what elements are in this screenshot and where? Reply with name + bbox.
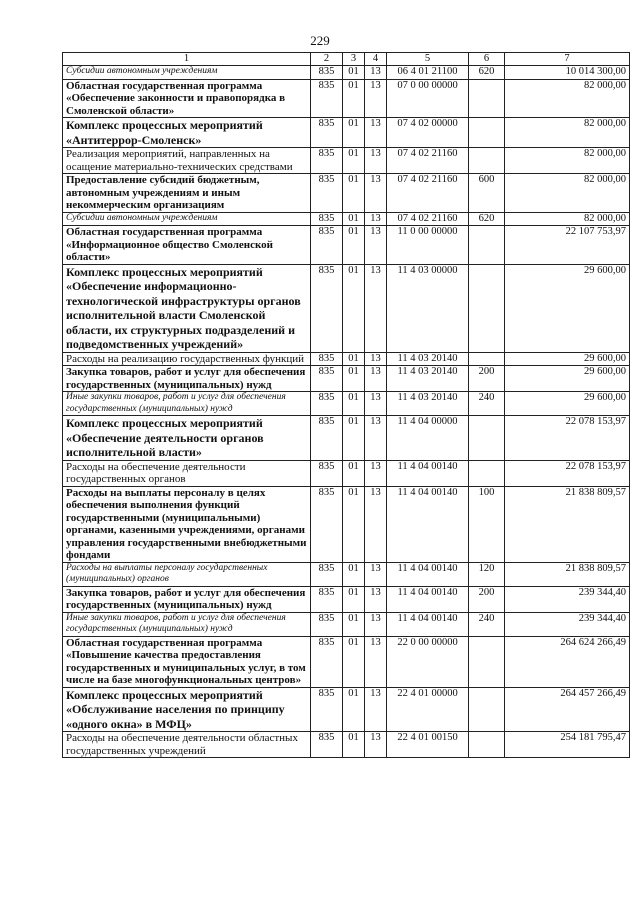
row-subsection-code: 13 xyxy=(365,366,387,392)
row-ministry-code: 835 xyxy=(311,366,343,392)
row-description: Иные закупки товаров, работ и услуг для обеспечения государственных (муниципальных) нужд xyxy=(63,392,311,416)
row-target-article: 06 4 01 21100 xyxy=(387,66,469,80)
row-target-article: 11 4 04 00140 xyxy=(387,460,469,486)
row-ministry-code: 835 xyxy=(311,687,343,732)
table-row xyxy=(63,460,630,486)
row-expense-type xyxy=(469,352,505,366)
row-section-code: 01 xyxy=(343,687,365,732)
row-section-code: 01 xyxy=(343,264,365,352)
row-subsection-code: 13 xyxy=(365,460,387,486)
row-section-code: 01 xyxy=(343,174,365,213)
table-row xyxy=(63,687,630,732)
budget-table xyxy=(62,52,630,758)
table-row xyxy=(63,562,630,586)
row-description: Реализация мероприятий, направленных на осащение материально-технических средствами xyxy=(63,148,311,174)
header-cell: 6 xyxy=(469,53,505,66)
row-target-article: 11 4 03 20140 xyxy=(387,392,469,416)
row-subsection-code: 13 xyxy=(365,612,387,636)
row-section-code: 01 xyxy=(343,66,365,80)
header-cell: 4 xyxy=(365,53,387,66)
row-description: Расходы на реализацию государственных функций xyxy=(63,352,311,366)
row-description: Расходы на выплаты персоналу в целях обеспечения выполнения функций государственными (муниципальными) органами, казенными учреждениями, органами управления государственными внебюджетными фондами xyxy=(63,486,311,562)
row-expense-type: 240 xyxy=(469,612,505,636)
header-cell: 7 xyxy=(505,53,630,66)
table-row xyxy=(63,66,630,80)
row-subsection-code: 13 xyxy=(365,212,387,226)
row-section-code: 01 xyxy=(343,636,365,687)
row-target-article: 11 4 04 00140 xyxy=(387,486,469,562)
row-description: Закупка товаров, работ и услуг для обеспечения государственных (муниципальных) нужд xyxy=(63,586,311,612)
table-row xyxy=(63,226,630,265)
row-target-article: 22 4 01 00000 xyxy=(387,687,469,732)
row-ministry-code: 835 xyxy=(311,586,343,612)
row-description: Расходы на обеспечение деятельности областных государственных учреждений xyxy=(63,732,311,758)
row-amount: 29 600,00 xyxy=(505,264,630,352)
row-section-code: 01 xyxy=(343,486,365,562)
row-expense-type xyxy=(469,79,505,118)
row-expense-type xyxy=(469,687,505,732)
row-section-code: 01 xyxy=(343,460,365,486)
header-cell: 5 xyxy=(387,53,469,66)
row-description: Субсидии автономным учреждениям xyxy=(63,212,311,226)
row-subsection-code: 13 xyxy=(365,687,387,732)
row-amount: 21 838 809,57 xyxy=(505,486,630,562)
row-expense-type xyxy=(469,732,505,758)
row-expense-type: 200 xyxy=(469,586,505,612)
table-row xyxy=(63,79,630,118)
row-ministry-code: 835 xyxy=(311,66,343,80)
row-section-code: 01 xyxy=(343,226,365,265)
row-target-article: 11 4 04 00140 xyxy=(387,562,469,586)
row-description: Иные закупки товаров, работ и услуг для обеспечения государственных (муниципальных) нужд xyxy=(63,612,311,636)
row-subsection-code: 13 xyxy=(365,226,387,265)
budget-table-body xyxy=(63,53,630,758)
row-description: Комплекс процессных мероприятий «Обеспечение деятельности органов исполнительной власти» xyxy=(63,416,311,461)
row-amount: 21 838 809,57 xyxy=(505,562,630,586)
row-target-article: 11 4 03 20140 xyxy=(387,352,469,366)
row-expense-type: 620 xyxy=(469,66,505,80)
row-ministry-code: 835 xyxy=(311,416,343,461)
row-ministry-code: 835 xyxy=(311,732,343,758)
table-row xyxy=(63,212,630,226)
row-target-article: 07 4 02 00000 xyxy=(387,118,469,148)
row-expense-type xyxy=(469,460,505,486)
row-target-article: 22 4 01 00150 xyxy=(387,732,469,758)
row-ministry-code: 835 xyxy=(311,460,343,486)
row-expense-type xyxy=(469,636,505,687)
table-row xyxy=(63,636,630,687)
row-target-article: 07 4 02 21160 xyxy=(387,174,469,213)
row-target-article: 11 4 04 00140 xyxy=(387,586,469,612)
row-section-code: 01 xyxy=(343,148,365,174)
table-row xyxy=(63,612,630,636)
table-row xyxy=(63,392,630,416)
row-ministry-code: 835 xyxy=(311,392,343,416)
row-expense-type: 240 xyxy=(469,392,505,416)
row-section-code: 01 xyxy=(343,352,365,366)
row-amount: 10 014 300,00 xyxy=(505,66,630,80)
row-target-article: 11 4 04 00140 xyxy=(387,612,469,636)
row-target-article: 11 4 04 00000 xyxy=(387,416,469,461)
row-subsection-code: 13 xyxy=(365,352,387,366)
row-description: Расходы на обеспечение деятельности государственных органов xyxy=(63,460,311,486)
row-ministry-code: 835 xyxy=(311,174,343,213)
row-ministry-code: 835 xyxy=(311,562,343,586)
row-amount: 82 000,00 xyxy=(505,174,630,213)
row-description: Предоставление субсидий бюджетным, автономным учреждениям и иным некоммерческим организациям xyxy=(63,174,311,213)
row-section-code: 01 xyxy=(343,562,365,586)
row-amount: 264 457 266,49 xyxy=(505,687,630,732)
row-ministry-code: 835 xyxy=(311,352,343,366)
row-target-article: 07 4 02 21160 xyxy=(387,212,469,226)
row-ministry-code: 835 xyxy=(311,118,343,148)
row-description: Субсидии автономным учреждениям xyxy=(63,66,311,80)
row-ministry-code: 835 xyxy=(311,486,343,562)
row-subsection-code: 13 xyxy=(365,79,387,118)
row-subsection-code: 13 xyxy=(365,416,387,461)
row-subsection-code: 13 xyxy=(365,486,387,562)
row-amount: 82 000,00 xyxy=(505,148,630,174)
row-subsection-code: 13 xyxy=(365,636,387,687)
header-cell: 3 xyxy=(343,53,365,66)
row-amount: 22 107 753,97 xyxy=(505,226,630,265)
row-subsection-code: 13 xyxy=(365,586,387,612)
row-expense-type xyxy=(469,118,505,148)
row-amount: 29 600,00 xyxy=(505,352,630,366)
row-subsection-code: 13 xyxy=(365,392,387,416)
row-subsection-code: 13 xyxy=(365,174,387,213)
row-description: Комплекс процессных мероприятий «Обслуживание населения по принципу «одного окна» в МФЦ» xyxy=(63,687,311,732)
row-ministry-code: 835 xyxy=(311,264,343,352)
row-description: Областная государственная программа «Информационное общество Смоленской области» xyxy=(63,226,311,265)
row-target-article: 11 0 00 00000 xyxy=(387,226,469,265)
row-description: Комплекс процессных мероприятий «Обеспечение информационно-технологической инфраструктуры органов исполнительной власти Смоленской области, их структурных подразделений и подведомственных учреждений» xyxy=(63,264,311,352)
row-ministry-code: 835 xyxy=(311,636,343,687)
table-row xyxy=(63,118,630,148)
row-expense-type: 100 xyxy=(469,486,505,562)
row-subsection-code: 13 xyxy=(365,66,387,80)
row-subsection-code: 13 xyxy=(365,264,387,352)
row-section-code: 01 xyxy=(343,366,365,392)
table-row xyxy=(63,352,630,366)
row-amount: 22 078 153,97 xyxy=(505,460,630,486)
row-amount: 239 344,40 xyxy=(505,586,630,612)
row-target-article: 07 0 00 00000 xyxy=(387,79,469,118)
row-expense-type: 620 xyxy=(469,212,505,226)
row-section-code: 01 xyxy=(343,212,365,226)
row-description: Областная государственная программа «Обеспечение законности и правопорядка в Смоленской области» xyxy=(63,79,311,118)
table-row xyxy=(63,732,630,758)
row-amount: 29 600,00 xyxy=(505,392,630,416)
row-ministry-code: 835 xyxy=(311,79,343,118)
row-amount: 254 181 795,47 xyxy=(505,732,630,758)
row-expense-type xyxy=(469,416,505,461)
row-amount: 82 000,00 xyxy=(505,118,630,148)
row-amount: 239 344,40 xyxy=(505,612,630,636)
table-row xyxy=(63,486,630,562)
row-section-code: 01 xyxy=(343,392,365,416)
table-row xyxy=(63,174,630,213)
row-ministry-code: 835 xyxy=(311,212,343,226)
table-row xyxy=(63,148,630,174)
row-expense-type: 200 xyxy=(469,366,505,392)
row-target-article: 11 4 03 00000 xyxy=(387,264,469,352)
row-ministry-code: 835 xyxy=(311,226,343,265)
row-amount: 264 624 266,49 xyxy=(505,636,630,687)
page-number: 229 xyxy=(310,33,330,48)
row-section-code: 01 xyxy=(343,586,365,612)
table-row xyxy=(63,264,630,352)
row-subsection-code: 13 xyxy=(365,148,387,174)
table-row xyxy=(63,366,630,392)
row-section-code: 01 xyxy=(343,416,365,461)
row-section-code: 01 xyxy=(343,118,365,148)
row-subsection-code: 13 xyxy=(365,732,387,758)
header-cell: 1 xyxy=(63,53,311,66)
row-amount: 82 000,00 xyxy=(505,79,630,118)
row-subsection-code: 13 xyxy=(365,118,387,148)
row-section-code: 01 xyxy=(343,612,365,636)
row-description: Расходы на выплаты персоналу государственных (муниципальных) органов xyxy=(63,562,311,586)
header-cell: 2 xyxy=(311,53,343,66)
row-amount: 29 600,00 xyxy=(505,366,630,392)
row-expense-type: 120 xyxy=(469,562,505,586)
row-description: Закупка товаров, работ и услуг для обеспечения государственных (муниципальных) нужд xyxy=(63,366,311,392)
row-target-article: 07 4 02 21160 xyxy=(387,148,469,174)
row-expense-type xyxy=(469,264,505,352)
row-expense-type xyxy=(469,226,505,265)
row-amount: 82 000,00 xyxy=(505,212,630,226)
row-ministry-code: 835 xyxy=(311,612,343,636)
row-description: Областная государственная программа «Повышение качества предоставления государственных и муниципальных услуг, в том числе на базе многофункциональных центров» xyxy=(63,636,311,687)
row-description: Комплекс процессных мероприятий «Антитеррор-Смоленск» xyxy=(63,118,311,148)
row-expense-type: 600 xyxy=(469,174,505,213)
table-row xyxy=(63,586,630,612)
table-header-row xyxy=(63,53,630,66)
row-ministry-code: 835 xyxy=(311,148,343,174)
row-subsection-code: 13 xyxy=(365,562,387,586)
row-target-article: 22 0 00 00000 xyxy=(387,636,469,687)
row-target-article: 11 4 03 20140 xyxy=(387,366,469,392)
table-row xyxy=(63,416,630,461)
row-amount: 22 078 153,97 xyxy=(505,416,630,461)
row-section-code: 01 xyxy=(343,79,365,118)
row-section-code: 01 xyxy=(343,732,365,758)
row-expense-type xyxy=(469,148,505,174)
